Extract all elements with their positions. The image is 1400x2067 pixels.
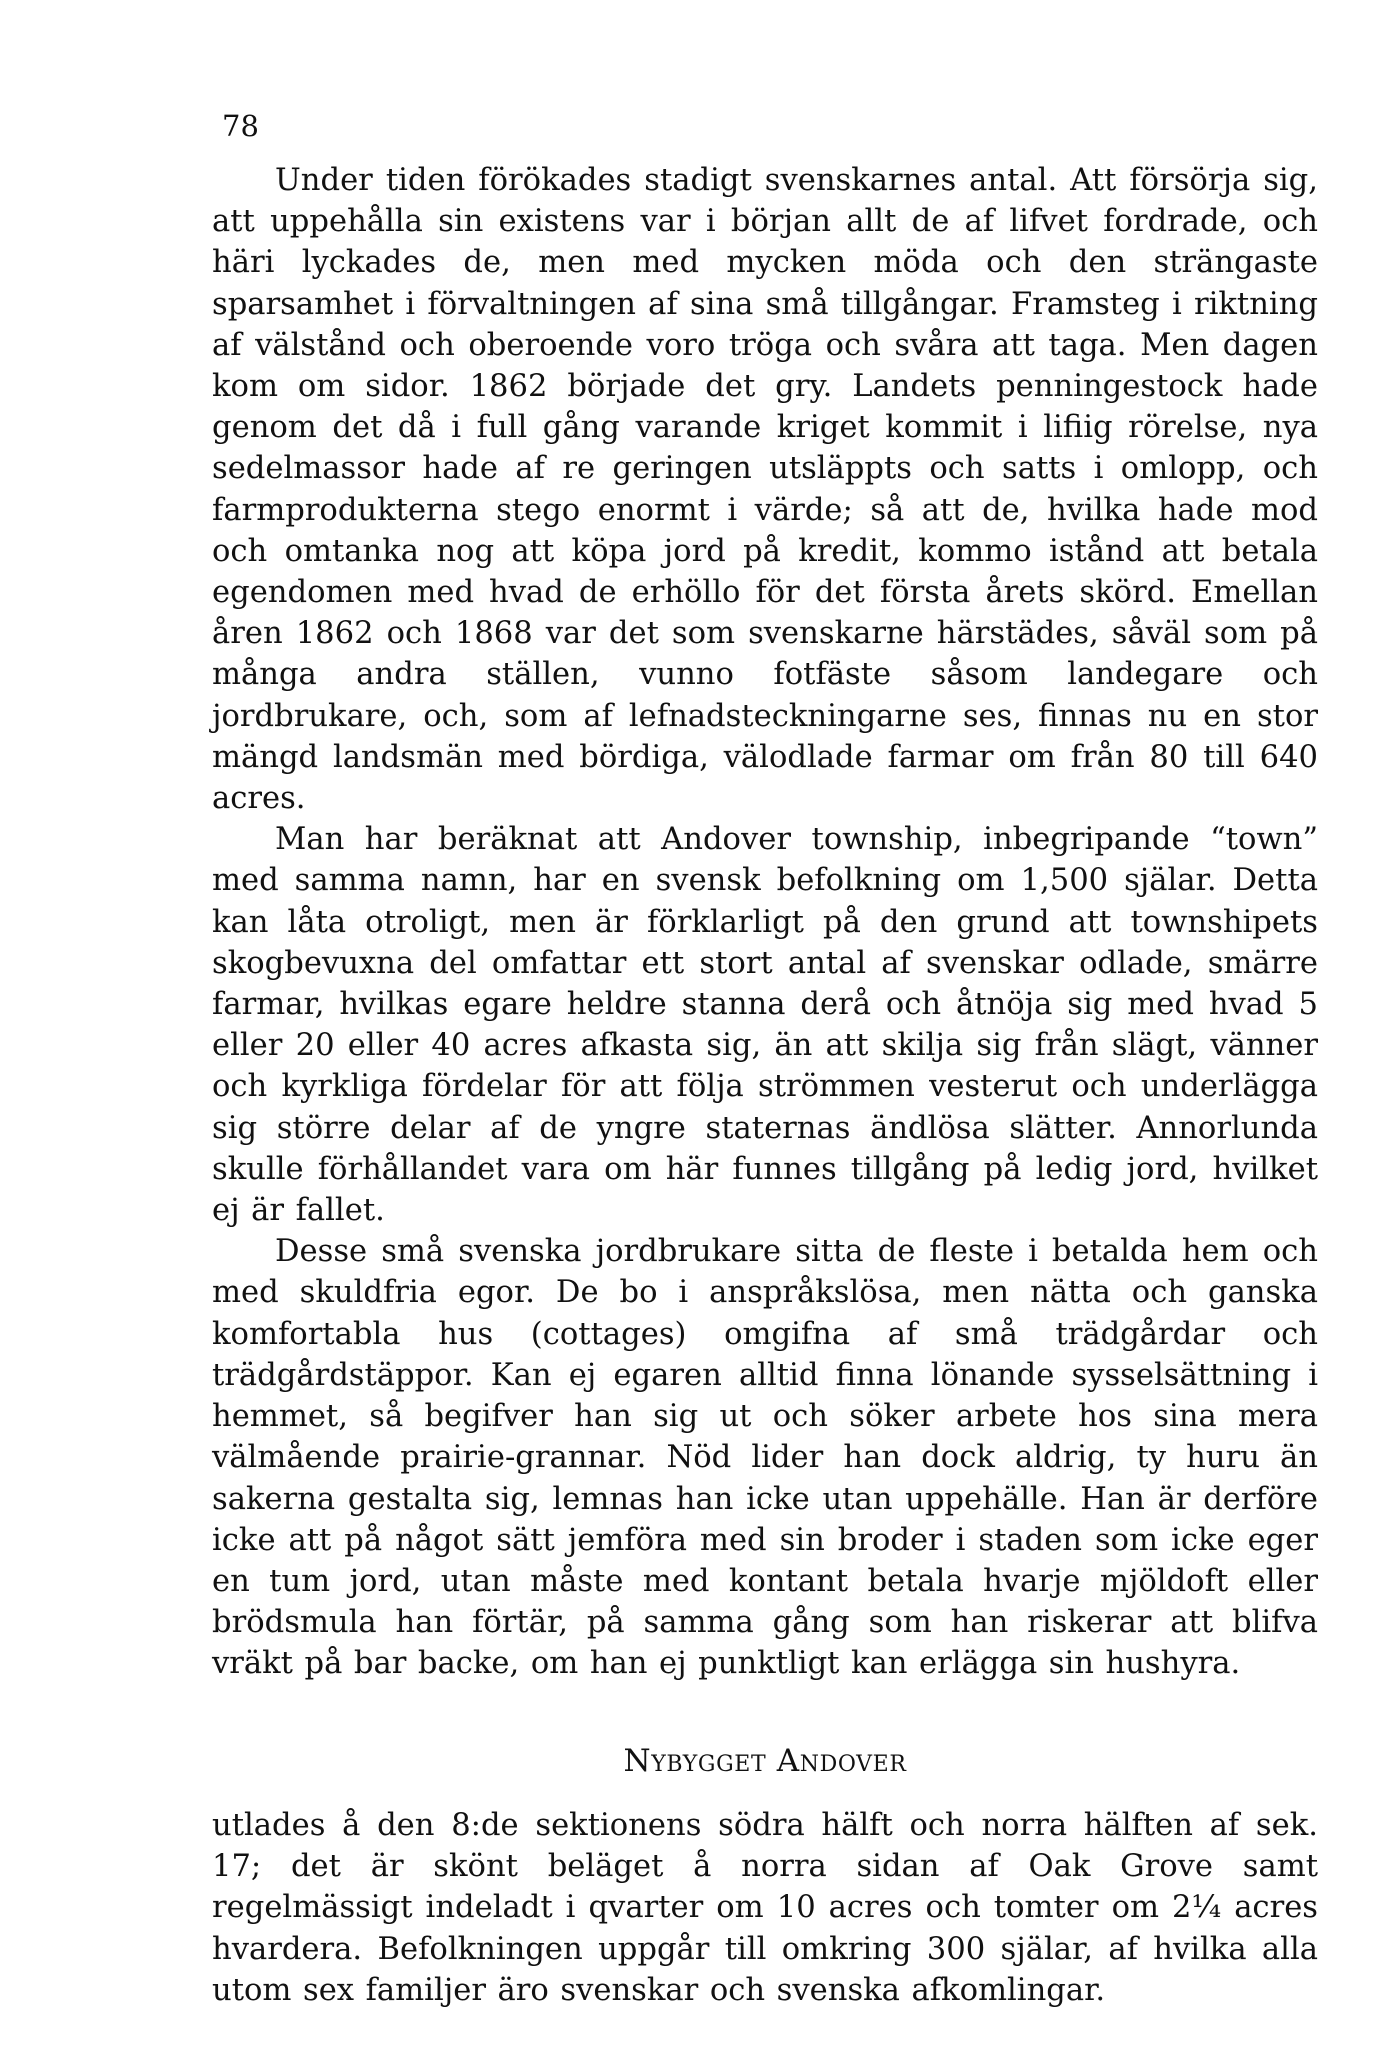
paragraph-small-farmers: Desse små svenska jordbrukare sitta de fleste i betalda hem och med skuldfria egor. De bo i anspråkslösa, men nätta och ganska komfortabla hus (cottages) omgifna af små trädgårdar och trädgårdstäppor. Kan ej egaren alltid finna lönande sysselsättning i hemmet, så begifver han sig ut och söker arbete hos sina mera välmående prairie-grannar. Nöd lider han dock aldrig, ty huru än sakerna gestalta sig, lemnas han icke utan uppehälle. Han är derföre icke att på något sätt jemföra med sin broder i staden som icke eger en tum jord, utan måste med kontant betala hvarje mjöldoft eller brödsmula han förtär, på samma gång som han riskerar att blifva vräkt på bar backe, om han ej punktligt kan erlägga sin hushyra.	[212, 1234, 1318, 1682]
paragraph-andover-village: utlades å den 8:de sektionens södra hälft och norra hälften af sek. 17; det är skönt beläget å norra sidan af Oak Grove samt regelmässigt indeladt i qvarter om 10 acres och tomter om 2¼ acres hvardera. Befolkningen uppgår till omkring 300 själar, af hvilka alla utom sex familjer äro svenskar och svenska afkomlingar.	[212, 1808, 1318, 2008]
paragraph-settlement-growth: Under tiden förökades stadigt svenskarnes antal. Att försörja sig, att uppehålla sin existens var i början allt de af lifvet fordrade, och häri lyckades de, men med mycken möda och den strängaste sparsamhet i förvaltningen af sina små tillgångar. Framsteg i riktning af välstånd och oberoende voro tröga och svåra att taga. Men dagen kom om sidor. 1862 började det gry. Landets penningestock hade genom det då i full gång varande kriget kommit i lifiig rörelse, nya sedelmassor hade af re geringen utsläppts och satts i omlopp, och farmprodukterna stego enormt i värde; så att de, hvilka hade mod och omtanka nog att köpa jord på kredit, kommo istånd att betala egendomen med hvad de erhöllo för det första årets skörd. Emellan åren 1862 och 1868 var det som svenskarne härstädes, såväl som på många andra ställen, vunno fotfäste såsom landegare och jordbrukare, och, som af lefnadsteckningarne ses, finnas nu en stor mängd landsmän med bördiga, välodlade farmar om från 80 till 640 acres.	[212, 163, 1318, 817]
section-heading: Nybygget Andover	[623, 1743, 907, 1779]
page-number: 78	[222, 109, 259, 143]
body-text	[212, 160, 1318, 1685]
paragraph-andover-population: Man har beräknat att Andover township, inbegripande “town” med samma namn, har en svensk befolkning om 1,500 själar. Detta kan låta otroligt, men är förklarligt på den grund att townshipets skogbevuxna del omfattar ett stort antal af svenskar odlade, smärre farmar, hvilkas egare heldre stanna derå och åtnöja sig med hvad 5 eller 20 eller 40 acres afkasta sig, än att skilja sig från slägt, vänner och kyrkliga fördelar för att följa strömmen vesterut och underlägga sig större delar af de yngre staternas ändlösa slätter. Annorlunda skulle förhållandet vara om här funnes tillgång på ledig jord, hvilket ej är fallet.	[212, 822, 1318, 1229]
section-text	[212, 1805, 1318, 2011]
